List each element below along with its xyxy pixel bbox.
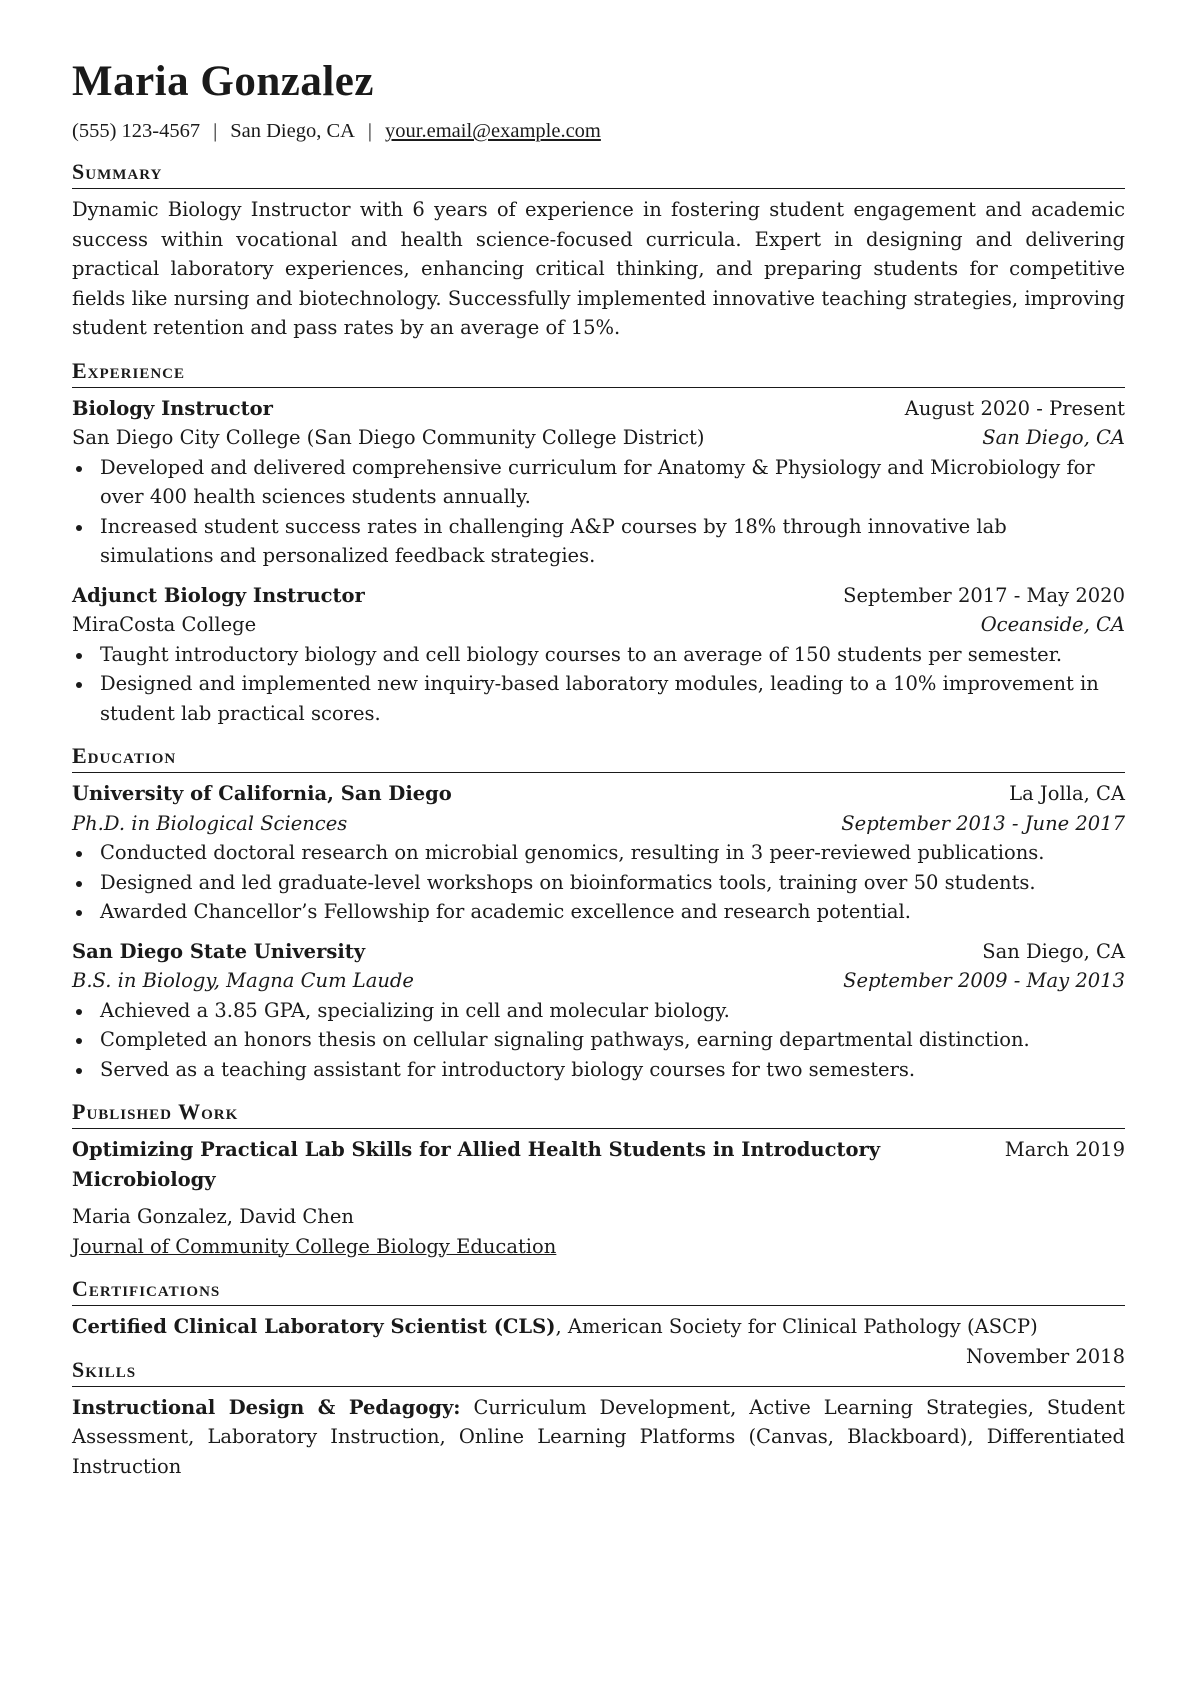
list-item bbox=[72, 669, 1125, 728]
publication-journal-link[interactable]: Journal of Community College Biology Education bbox=[72, 1234, 557, 1258]
experience-heading: Experience bbox=[72, 357, 1125, 388]
experience-title-row bbox=[72, 581, 1125, 611]
contact-separator: | bbox=[213, 120, 218, 142]
job-dates: August 2020 - Present bbox=[904, 396, 1125, 420]
education-degree-row bbox=[72, 966, 1125, 996]
bullet-icon bbox=[76, 653, 82, 659]
skills-heading: Skills bbox=[72, 1356, 1125, 1387]
certification-name: Certified Clinical Laboratory Scientist (CLS) bbox=[72, 1315, 556, 1338]
contact-separator: | bbox=[367, 120, 373, 142]
school-location: La Jolla, CA bbox=[1009, 782, 1125, 805]
list-item bbox=[72, 868, 1125, 898]
candidate-name: Maria Gonzalez bbox=[72, 58, 374, 105]
education-entry bbox=[72, 779, 1125, 927]
bullet-icon bbox=[76, 1038, 82, 1044]
bullet-icon bbox=[76, 881, 82, 887]
job-location: San Diego, CA bbox=[982, 426, 1125, 449]
bullet-icon bbox=[76, 525, 82, 531]
education-heading: Education bbox=[72, 742, 1125, 773]
experience-title-row bbox=[72, 394, 1125, 424]
publication-date: March 2019 bbox=[1004, 1138, 1125, 1161]
bullet-text: Designed and implemented new inquiry-based laboratory modules, leading to a 10% improvement in student lab practical scores. bbox=[100, 672, 1099, 725]
experience-org-row bbox=[72, 423, 1125, 453]
bullet-icon bbox=[76, 1009, 82, 1015]
experience-entry bbox=[72, 394, 1125, 571]
education-entry bbox=[72, 937, 1125, 1085]
job-title: Adjunct Biology Instructor bbox=[72, 583, 365, 607]
certification-line bbox=[72, 1312, 1125, 1368]
education-dates: September 2009 - May 2013 bbox=[843, 969, 1125, 992]
job-bullets bbox=[72, 640, 1125, 729]
bullet-text: Taught introductory biology and cell biology courses to an average of 150 students per semester. bbox=[100, 642, 1063, 666]
bullet-icon bbox=[76, 682, 82, 688]
experience-list bbox=[72, 394, 1125, 729]
skills-items: Curriculum Development, Active Learning Strategies, Student Assessment, Laboratory Instruction, Online Learning Platforms (Canvas, Blackboard), Differentiated Instruction bbox=[72, 1395, 1126, 1478]
job-title: Biology Instructor bbox=[72, 396, 273, 420]
list-item bbox=[72, 453, 1125, 512]
published-heading: Published Work bbox=[72, 1098, 1125, 1129]
publication-row bbox=[72, 1135, 1125, 1194]
list-item bbox=[72, 1025, 1125, 1055]
bullet-text: Conducted doctoral research on microbial genomics, resulting in 3 peer-reviewed publications. bbox=[100, 841, 1045, 864]
bullet-text: Designed and led graduate-level workshops on bioinformatics tools, training over 50 students. bbox=[100, 870, 1036, 894]
bullet-text: Awarded Chancellor’s Fellowship for academic excellence and research potential. bbox=[100, 900, 911, 923]
education-bullets bbox=[72, 996, 1125, 1085]
employer: MiraCosta College bbox=[72, 613, 257, 636]
bullet-icon bbox=[76, 1068, 82, 1074]
experience-org-row bbox=[72, 610, 1125, 640]
list-item bbox=[72, 838, 1125, 868]
bullet-text: Achieved a 3.85 GPA, specializing in cell and molecular biology. bbox=[100, 998, 730, 1022]
bullet-text: Developed and delivered comprehensive curriculum for Anatomy & Physiology and Microbiology for over 400 health sciences students annually. bbox=[100, 455, 1095, 508]
summary-text: Dynamic Biology Instructor with 6 years of experience in fostering student engagement and academic success within vocational and health science-focused curricula. Expert in designing and delivering practical laboratory experiences, enhancing critical thinking, and preparing students for competitive fields like nursing and biotechnology. Successfully implemented innovative teaching strategies, improving student retention and pass rates by an average of 15%. bbox=[72, 198, 1125, 339]
education-degree-row bbox=[72, 809, 1125, 839]
certifications-heading: Certifications bbox=[72, 1275, 1125, 1306]
contact-line bbox=[72, 118, 1125, 144]
job-location: Oceanside, CA bbox=[980, 613, 1125, 636]
bullet-icon bbox=[76, 851, 82, 857]
bullet-text: Served as a teaching assistant for introductory biology courses for two semesters. bbox=[100, 1057, 916, 1081]
certification-date: November 2018 bbox=[965, 1344, 1125, 1368]
skills-line bbox=[72, 1393, 1125, 1482]
list-item bbox=[72, 996, 1125, 1026]
bullet-icon bbox=[76, 910, 82, 916]
employer: San Diego City College (San Diego Community College District) bbox=[72, 426, 705, 449]
email-link[interactable]: your.email@example.com bbox=[385, 120, 601, 142]
bullet-text: Completed an honors thesis on cellular signaling pathways, earning departmental distinction. bbox=[100, 1028, 1030, 1051]
bullet-icon bbox=[76, 466, 82, 472]
experience-entry bbox=[72, 581, 1125, 729]
education-list bbox=[72, 779, 1125, 1084]
list-item bbox=[72, 1055, 1125, 1085]
degree: B.S. in Biology, Magna Cum Laude bbox=[72, 969, 414, 992]
resume-content bbox=[72, 56, 1125, 1481]
list-item bbox=[72, 512, 1125, 571]
education-bullets bbox=[72, 838, 1125, 927]
job-dates: September 2017 - May 2020 bbox=[843, 583, 1125, 607]
school-location: San Diego, CA bbox=[982, 939, 1125, 963]
school-name: University of California, San Diego bbox=[72, 782, 452, 805]
education-dates: September 2013 - June 2017 bbox=[841, 811, 1125, 835]
education-school-row bbox=[72, 779, 1125, 809]
publication-title: Optimizing Practical Lab Skills for Allied Health Students in Introductory Microbiology bbox=[72, 1138, 881, 1191]
job-bullets bbox=[72, 453, 1125, 571]
education-school-row bbox=[72, 937, 1125, 967]
school-name: San Diego State University bbox=[72, 939, 366, 963]
skills-category: Instructional Design & Pedagogy: bbox=[72, 1395, 461, 1419]
bullet-text: Increased student success rates in challenging A&P courses by 18% through innovative lab simulations and personalized feedback strategies. bbox=[100, 514, 1007, 567]
list-item bbox=[72, 897, 1125, 927]
list-item bbox=[72, 640, 1125, 670]
summary-heading: Summary bbox=[72, 158, 1125, 189]
phone: (555) 123-4567 bbox=[72, 120, 201, 142]
degree: Ph.D. in Biological Sciences bbox=[72, 811, 348, 835]
publication-authors: Maria Gonzalez, David Chen bbox=[72, 1205, 354, 1228]
certification-issuer: , American Society for Clinical Pathology (ASCP) bbox=[555, 1315, 1038, 1338]
location: San Diego, CA bbox=[230, 120, 355, 142]
